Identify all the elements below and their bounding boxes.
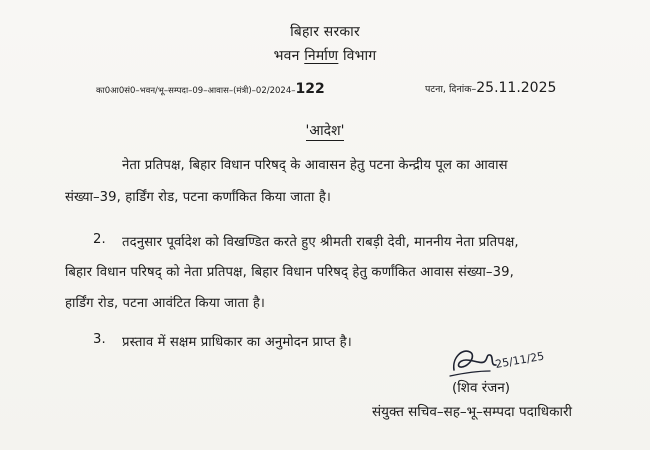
order-title: [0, 121, 650, 140]
paragraph-2-line-3: हार्डिंग रोड, पटना आवंटित किया जाता है।: [65, 296, 266, 311]
reference-serial: 122: [295, 81, 325, 97]
order-date: [425, 80, 556, 96]
paragraph-3-number: 3.: [93, 332, 106, 347]
paragraph-1-line-2: संख्या–39, हार्डिंग रोड, पटना कर्णांकित किया जाता है।: [65, 190, 332, 205]
date-value: 25.11.2025: [476, 80, 557, 96]
date-prefix: पटना, दिनांक–: [425, 84, 477, 95]
paragraph-2-number: 2.: [93, 232, 106, 247]
paragraph-3-line-1: प्रस्ताव में सक्षम प्राधिकार का अनुमोदन प्राप्त है।: [122, 335, 352, 350]
paragraph-2-line-2: बिहार विधान परिषद् को नेता प्रतिपक्ष, बिहार विधान परिषद् हेतु कर्णांकित आवास संख्या–39,: [65, 265, 514, 280]
paragraph-2-line-1: तदनुसार पूर्वादेश को विखण्डित करते हुए श्रीमती राबड़ी देवी, माननीय नेता प्रतिपक्ष,: [122, 235, 519, 250]
department-name: [0, 46, 650, 65]
order-title-text: 'आदेश': [305, 123, 345, 139]
signatory-name: (शिव रंजन): [452, 380, 511, 396]
government-name: बिहार सरकार: [290, 24, 360, 40]
paragraph-1-line-1: नेता प्रतिपक्ष, बिहार विधान परिषद् के आवासन हेतु पटना केन्द्रीय पूल का आवास: [122, 158, 508, 173]
department-name-underlined: निर्माण: [304, 48, 339, 64]
reference-prefix: का0आ0सं0–भवन/भू–सम्पदा–09–आवास–(मंत्री)–02/2024–: [96, 86, 296, 96]
signature-date: 25/11/25: [494, 349, 546, 371]
signatory-designation: संयुक्त सचिव–सह–भू–सम्पदा पदाधिकारी: [372, 404, 572, 420]
department-name-suffix: विभाग: [338, 48, 377, 64]
department-name-prefix: भवन: [273, 48, 305, 64]
reference-number: [96, 81, 325, 97]
